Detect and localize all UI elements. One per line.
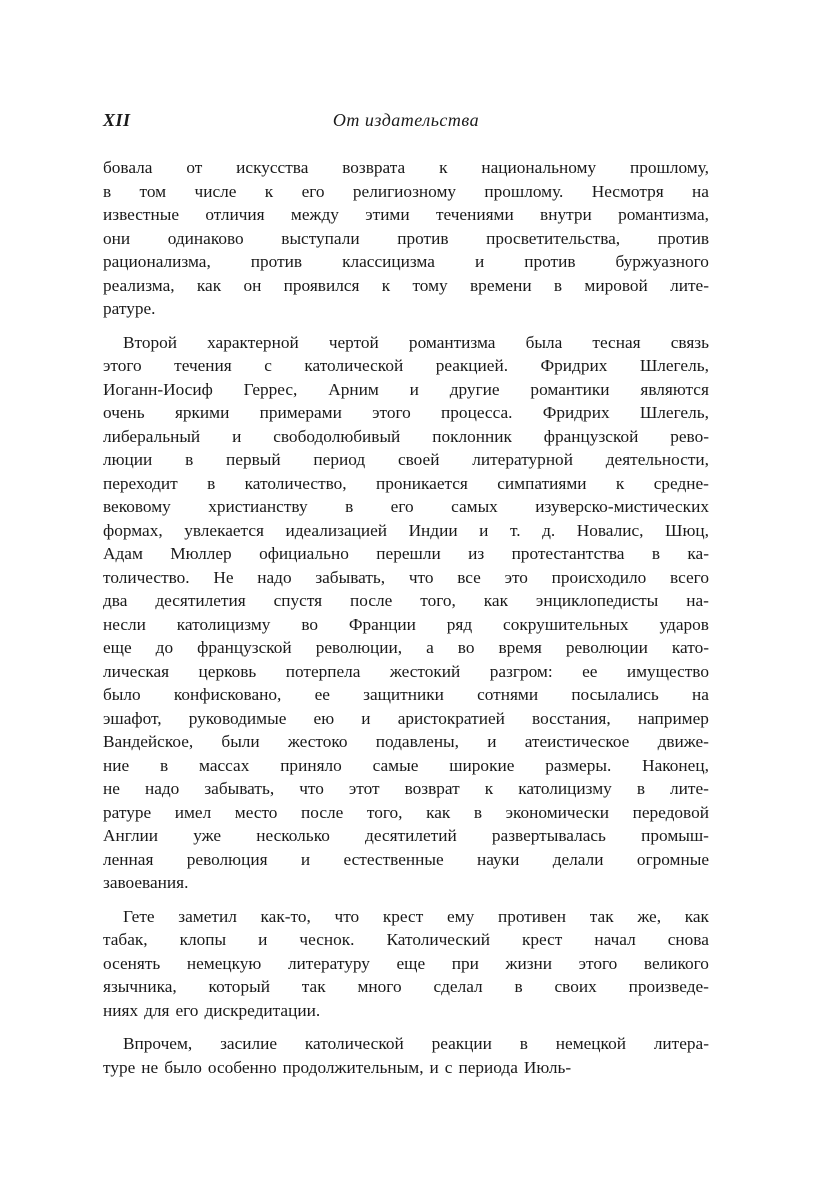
- page-number: XII: [103, 110, 131, 130]
- text-line: очень яркими примерами этого процесса. Фридрих Шлегель,: [103, 403, 709, 422]
- text-line: ленная революция и естественные науки делали огромные: [103, 849, 709, 869]
- text-line: осенять немецкую литературу еще при жизни этого великого: [103, 953, 709, 973]
- text-line: формах, увлекается идеализацией Индии и т. д. Новалис, Шюц,: [103, 520, 709, 540]
- text-line: ратуре.: [103, 299, 156, 318]
- text-line: Адам Мюллер официально перешли из протестантства в ка-: [103, 544, 709, 563]
- text-line: они одинаково выступали против просветительства, против: [103, 228, 709, 248]
- text-line: два десятилетия спустя после того, как энциклопедисты на-: [103, 591, 709, 610]
- text-line: ниях для его дискредитации.: [103, 1000, 321, 1020]
- text-line: в том числе к его религиозному прошлому. Несмотря на: [103, 181, 709, 201]
- text-line: табак, клопы и чеснок. Католический крест начал снова: [103, 930, 709, 949]
- text-line: ратуре имел место после того, как в экономически передовой: [103, 802, 709, 822]
- text-line: либеральный и свободолюбивый поклонник французской рево-: [103, 426, 709, 446]
- text-line: Впрочем, засилие католической реакции в немецкой литера-: [123, 1034, 709, 1053]
- text-line: рационализма, против классицизма и против буржуазного: [103, 252, 709, 271]
- text-line: бовала от искусства возврата к национальному прошлому,: [103, 158, 709, 177]
- running-head: [103, 110, 709, 134]
- text-line: этого течения с католической реакцией. Фридрих Шлегель,: [103, 356, 709, 375]
- paragraph: [103, 1032, 709, 1079]
- text-line: Второй характерной чертой романтизма была тесная связь: [123, 332, 709, 352]
- body-text: [103, 156, 709, 1089]
- text-line: Гете заметил как-то, что крест ему противен так же, как: [123, 906, 709, 926]
- text-line: ние в массах приняло самые широкие размеры. Наконец,: [103, 755, 709, 775]
- text-line: язычника, который так много сделал в своих произведе-: [103, 977, 709, 996]
- text-line: было конфисковано, ее защитники сотнями посылались на: [103, 685, 709, 704]
- paragraph: [103, 905, 709, 1023]
- text-line: Иоганн-Иосиф Геррес, Арним и другие романтики являются: [103, 379, 709, 399]
- text-line: Англии уже несколько десятилетий развертывалась промыш-: [103, 826, 709, 845]
- text-line: завоевания.: [103, 873, 189, 892]
- text-line: Вандейское, были жестоко подавлены, и атеистическое движе-: [103, 732, 709, 751]
- text-line: вековому христианству в его самых изуверско-мистических: [103, 497, 709, 516]
- text-line: эшафот, руководимые ею и аристократией восстания, например: [103, 708, 709, 728]
- text-line: еще до французской революции, а во время революции като-: [103, 638, 709, 657]
- text-line: туре не было особенно продолжительным, и с периода Июль-: [103, 1057, 572, 1077]
- paragraph: [103, 156, 709, 321]
- text-line: переходит в католичество, проникается симпатиями к средне-: [103, 473, 709, 493]
- text-line: не надо забывать, что этот возврат к католицизму в лите-: [103, 779, 709, 798]
- text-line: люции в первый период своей литературной деятельности,: [103, 450, 709, 469]
- paragraph: [103, 331, 709, 895]
- text-line: реализма, как он проявился к тому времени в мировой лите-: [103, 275, 709, 295]
- running-title: От издательства: [332, 110, 480, 130]
- text-line: несли католицизму во Франции ряд сокрушительных ударов: [103, 614, 709, 634]
- text-line: толичество. Не надо забывать, что все это происходило всего: [103, 567, 709, 587]
- text-line: известные отличия между этими течениями внутри романтизма,: [103, 205, 709, 224]
- text-line: лическая церковь потерпела жестокий разгром: ее имущество: [103, 661, 709, 681]
